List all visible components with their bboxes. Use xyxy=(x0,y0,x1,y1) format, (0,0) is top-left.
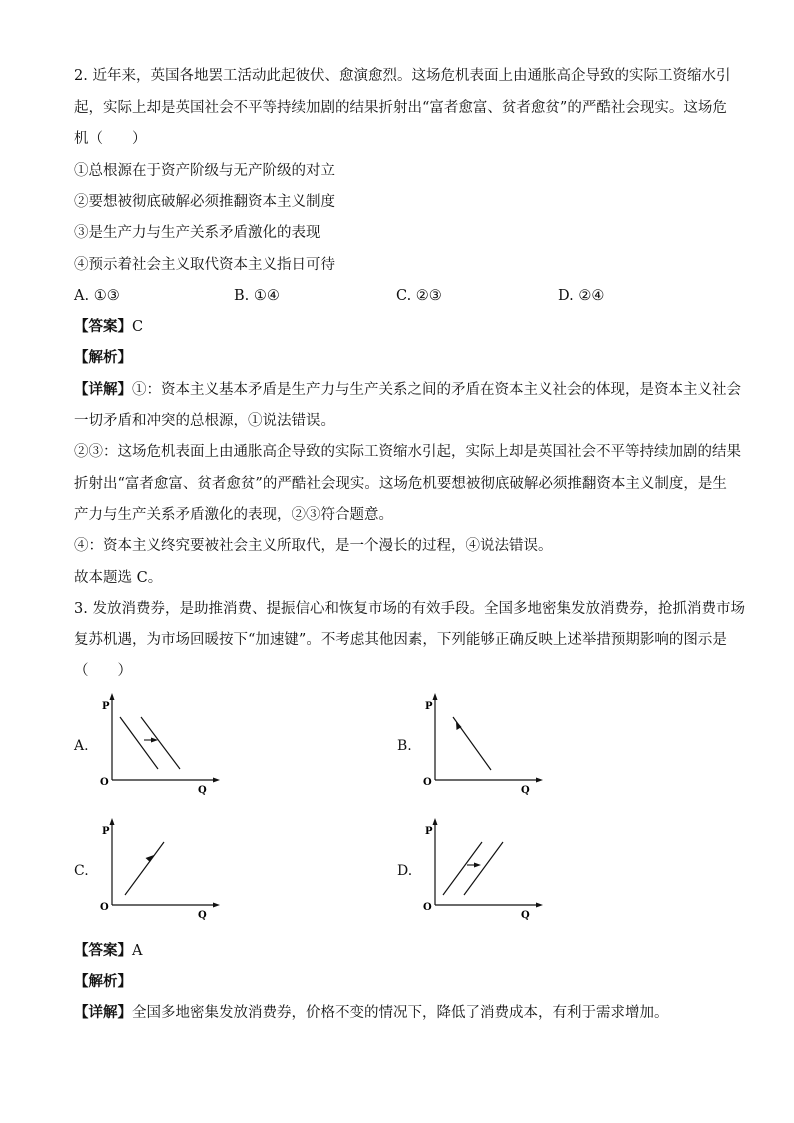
q3-answer-value: A xyxy=(132,943,143,959)
q3-answer xyxy=(74,941,142,961)
q3-detail-text-1: 全国多地密集发放消费券，价格不变的情况下，降低了消费成本，有利于需求增加。 xyxy=(132,1005,669,1021)
q3-detail-line-1 xyxy=(74,1003,669,1023)
q3-answer-label: 【答案】 xyxy=(74,942,132,959)
q2-item-1: ①总根源在于资产阶级与无产阶级的对立 xyxy=(74,163,335,179)
q2-option-a: A. ①③ xyxy=(74,288,120,304)
q2-option-b: B. ①④ xyxy=(234,288,280,304)
graph-d-y-label: P xyxy=(425,826,433,837)
graph-a-origin: O xyxy=(100,777,109,788)
q2-answer-value: C xyxy=(132,319,144,335)
graph-d-origin: O xyxy=(423,902,432,913)
q2-item-4: ④预示着社会主义取代资本主义指日可待 xyxy=(74,257,335,273)
graph-d-y-axis-arrow xyxy=(433,818,438,825)
q2-detail-line-1 xyxy=(74,380,741,400)
graph-b-label: B. xyxy=(397,738,412,754)
graph-c-label: C. xyxy=(74,863,89,879)
graph-c-movement-arrowhead xyxy=(146,855,155,862)
q2-detail-line-2: 一切矛盾和冲突的总根源，①说法错误。 xyxy=(74,413,335,429)
graph-c-y-label: P xyxy=(102,826,110,837)
q2-detail-line-6: ④：资本主义终究要被社会主义所取代，是一个漫长的过程，④说法错误。 xyxy=(74,538,553,554)
graph-c-y-axis-arrow xyxy=(110,818,115,825)
graph-b-origin: O xyxy=(423,777,432,788)
graph-d-supply-curve-shifted xyxy=(464,842,503,895)
q2-analysis-label: 【解析】 xyxy=(74,349,132,366)
graph-a-x-axis-arrow xyxy=(213,778,220,783)
q2-detail-label: 【详解】 xyxy=(74,381,132,398)
graph-a-y-label: P xyxy=(102,701,110,712)
q3-detail-label: 【详解】 xyxy=(74,1004,132,1021)
graph-b-x-label: Q xyxy=(521,785,530,796)
graph-d-label: D. xyxy=(397,863,413,879)
graph-a-y-axis-arrow xyxy=(110,693,115,700)
q2-option-d: D. ②④ xyxy=(558,288,605,304)
q2-item-3: ③是生产力与生产关系矛盾激化的表现 xyxy=(74,225,321,241)
q3-analysis-label: 【解析】 xyxy=(74,973,132,990)
q2-detail-line-3: ②③：这场危机表面上由通胀高企导致的实际工资缩水引起，实际上却是英国社会不平等持续加剧的结果 xyxy=(74,444,741,460)
graph-d-x-label: Q xyxy=(521,910,530,921)
q3-stem-line-3: （ ） xyxy=(74,663,132,679)
graph-b xyxy=(417,693,547,798)
graph-d-shift-arrowhead xyxy=(474,863,481,868)
graph-b-y-label: P xyxy=(425,701,433,712)
graph-b-y-axis-arrow xyxy=(433,693,438,700)
q2-detail-text-1: ①：资本主义基本矛盾是生产力与生产关系之间的矛盾在资本主义社会的体现，是资本主义社会 xyxy=(132,382,741,398)
q3-stem-line-1: 3. 发放消费券，是助推消费、提振信心和恢复市场的有效手段。全国多地密集发放消费券，抢抓消费市场 xyxy=(74,601,745,617)
q2-answer xyxy=(74,317,143,337)
q2-item-2: ②要想被彻底破解必须推翻资本主义制度 xyxy=(74,194,335,210)
graph-d-x-axis-arrow xyxy=(536,903,543,908)
q2-option-c: C. ②③ xyxy=(396,288,442,304)
q2-stem-line-2: 起，实际上却是英国社会不平等持续加剧的结果折射出“富者愈富、贫者愈贫”的严酷社会现实。这场危 xyxy=(74,100,727,116)
graph-a-demand-curve-original xyxy=(120,717,158,769)
graph-b-x-axis-arrow xyxy=(536,778,543,783)
q2-detail-line-4: 折射出“富者愈富、贫者愈贫”的严酷社会现实。这场危机要想被彻底破解必须推翻资本主义制度，是生 xyxy=(74,476,727,492)
q2-answer-label: 【答案】 xyxy=(74,318,132,335)
q3-stem-line-2: 复苏机遇，为市场回暖按下“加速键”。不考虑其他因素，下列能够正确反映上述举措预期影响的图示是 xyxy=(74,632,727,648)
graph-c-supply-curve xyxy=(125,842,164,895)
graph-d-supply-curve-original xyxy=(443,842,482,895)
graph-c-origin: O xyxy=(100,902,109,913)
q2-stem-line-1: 2. 近年来，英国各地罢工活动此起彼伏、愈演愈烈。这场危机表面上由通胀高企导致的实际工资缩水引 xyxy=(74,68,731,84)
q2-options xyxy=(74,286,714,306)
q2-detail-line-5: 产力与生产关系矛盾激化的表现，②③符合题意。 xyxy=(74,507,393,523)
graph-a-x-label: Q xyxy=(198,785,207,796)
graph-c xyxy=(94,818,224,923)
graph-c-x-label: Q xyxy=(198,910,207,921)
graph-a xyxy=(94,693,224,798)
graph-a-label: A. xyxy=(74,738,89,754)
graph-a-demand-curve-shifted xyxy=(141,717,180,769)
graph-d xyxy=(417,818,547,923)
q2-conclusion: 故本题选 C。 xyxy=(74,570,163,586)
q2-stem-line-3: 机（ ） xyxy=(74,131,147,147)
graph-c-x-axis-arrow xyxy=(213,903,220,908)
